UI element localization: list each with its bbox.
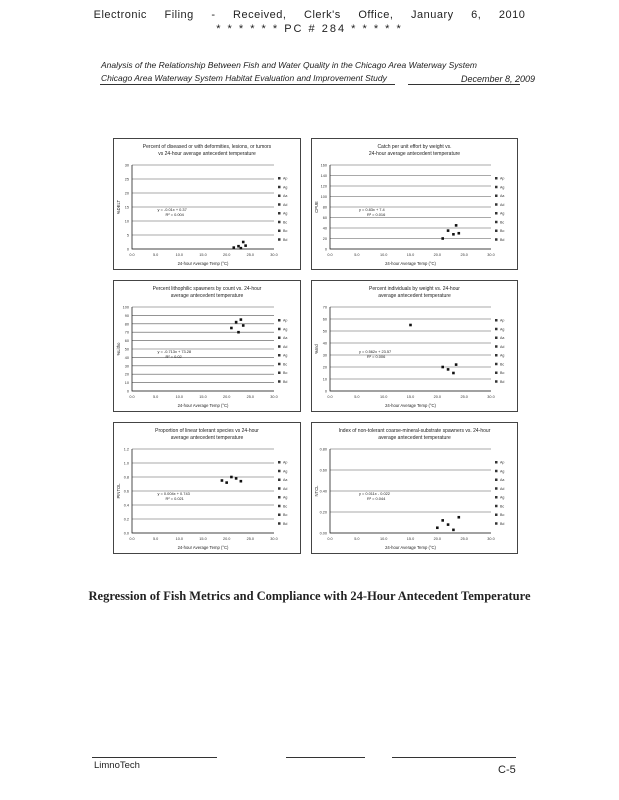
legend-marker xyxy=(495,479,498,482)
legend-label: Ad xyxy=(283,486,288,491)
chart-svg-2 xyxy=(312,139,517,269)
y-axis-label: PINTOL xyxy=(116,483,121,499)
data-point xyxy=(452,372,455,375)
y-tick-label: 0.8 xyxy=(123,475,129,480)
legend-marker xyxy=(278,479,281,482)
chart-panel-5 xyxy=(113,422,301,554)
data-point xyxy=(232,246,235,249)
legend-marker xyxy=(278,345,281,348)
data-point xyxy=(237,245,240,248)
y-tick-label: 30 xyxy=(124,163,129,168)
y-tick-label: 70 xyxy=(124,330,129,335)
regression-equation: y = 0.004x + 0.743 xyxy=(157,491,190,497)
data-point xyxy=(455,363,458,366)
x-tick-label: 0.0 xyxy=(327,253,333,257)
y-tick-label: 30 xyxy=(322,353,327,358)
legend-marker xyxy=(278,203,281,206)
x-axis-label: 24-hour Average Temp (°C) xyxy=(177,545,229,550)
data-point xyxy=(244,244,247,247)
y-axis-label: %DELT xyxy=(116,199,121,215)
legend-label: Bo xyxy=(283,513,288,517)
legend-marker xyxy=(278,505,281,508)
page-number: C-5 xyxy=(498,764,516,776)
x-tick-label: 10.0 xyxy=(175,253,184,257)
legend-label: Aa xyxy=(283,194,288,198)
legend-label: Ag xyxy=(500,327,505,332)
legend-label: Ag xyxy=(500,211,505,216)
x-tick-label: 25.0 xyxy=(246,395,255,399)
y-tick-label: 0 xyxy=(324,247,327,252)
chart-title-line: Proportion of linear tolerant species vs 24-hour xyxy=(155,428,259,434)
report-title: Analysis of the Relationship Between Fish and Water Quality in the Chicago Area Waterway System xyxy=(101,60,477,70)
data-point xyxy=(441,237,444,240)
data-point xyxy=(447,523,450,526)
legend-marker xyxy=(278,212,281,215)
data-point xyxy=(436,526,439,529)
legend-marker xyxy=(495,345,498,348)
legend-marker xyxy=(278,354,281,357)
y-axis-label: %Litho xyxy=(116,342,121,356)
legend-marker xyxy=(278,319,281,322)
legend-label: Bd xyxy=(500,521,505,526)
y-tick-label: 60 xyxy=(322,317,327,322)
legend-label: Bd xyxy=(283,237,288,242)
y-tick-label: 15 xyxy=(124,205,129,210)
x-tick-label: 20.0 xyxy=(222,395,231,399)
x-tick-label: 30.0 xyxy=(270,537,278,541)
y-tick-label: 1.0 xyxy=(123,461,129,466)
subheader-rule-right xyxy=(408,84,520,85)
y-tick-label: 60 xyxy=(322,216,327,220)
legend-marker xyxy=(278,514,281,517)
data-point xyxy=(225,481,228,484)
y-tick-label: 100 xyxy=(122,305,129,310)
legend-marker xyxy=(495,230,498,233)
chart-panel-3 xyxy=(113,280,301,412)
y-tick-label: 5 xyxy=(126,233,129,238)
legend-label: Bd xyxy=(500,237,505,242)
y-tick-label: 80 xyxy=(124,322,129,327)
regression-equation: y = 0.83x + 7.4 xyxy=(358,207,385,213)
y-tick-label: 30 xyxy=(124,364,129,369)
legend-marker xyxy=(495,177,498,180)
legend-marker xyxy=(495,522,498,525)
legend-label: Bo xyxy=(500,371,505,375)
y-tick-label: 25 xyxy=(124,177,129,182)
chart-axes xyxy=(330,307,491,391)
legend-marker xyxy=(495,328,498,331)
chart-title-line: Index of non-tolerant coarse-mineral-substrate spawners vs. 24-hour xyxy=(338,428,491,434)
x-tick-label: 25.0 xyxy=(246,253,255,257)
legend-marker xyxy=(278,363,281,366)
x-tick-label: 10.0 xyxy=(379,253,388,257)
figure-caption: Regression of Fish Metrics and Compliance with 24-Hour Antecedent Temperature xyxy=(88,589,531,603)
legend-label: Aa xyxy=(283,336,288,340)
y-tick-label: 80 xyxy=(322,205,327,210)
footer-rule-left xyxy=(92,757,217,758)
y-tick-label: 140 xyxy=(320,174,327,178)
legend-marker xyxy=(495,238,498,241)
y-tick-label: 0.80 xyxy=(319,447,327,452)
legend-marker xyxy=(495,461,498,464)
data-point xyxy=(237,331,240,334)
y-tick-label: 160 xyxy=(320,163,327,168)
legend-marker xyxy=(278,186,281,189)
y-tick-label: 0 xyxy=(126,389,129,394)
x-tick-label: 0.0 xyxy=(327,395,333,399)
data-point xyxy=(452,529,455,532)
y-tick-label: 90 xyxy=(124,313,129,318)
y-tick-label: 0.60 xyxy=(319,468,327,473)
x-axis-label: 24-hour Average Temp (°C) xyxy=(385,261,436,266)
x-tick-label: 5.0 xyxy=(354,395,360,399)
x-tick-label: 0.0 xyxy=(327,537,333,541)
legend-marker xyxy=(278,328,281,331)
y-tick-label: 60 xyxy=(124,339,129,344)
y-axis-label: CPUE xyxy=(314,201,319,213)
x-tick-label: 30.0 xyxy=(487,395,495,399)
regression-equation: y = 0.011x - 0.022 xyxy=(358,491,390,497)
x-tick-label: 15.0 xyxy=(406,395,415,399)
legend-marker xyxy=(278,496,281,499)
legend-label: Ag xyxy=(283,353,288,358)
x-tick-label: 15.0 xyxy=(199,395,207,399)
data-point xyxy=(242,241,245,244)
legend-label: Ap xyxy=(283,460,288,465)
y-tick-label: 10 xyxy=(124,381,129,386)
y-axis-label: %Ind xyxy=(314,344,319,354)
legend-marker xyxy=(495,186,498,189)
legend-label: Bo xyxy=(500,229,505,233)
x-axis-label: 24-hour Average Temp (°C) xyxy=(385,545,436,550)
y-tick-label: 20 xyxy=(322,237,327,241)
footer-rule-right xyxy=(392,757,516,758)
regression-r2: R² = 0.006 xyxy=(366,354,386,360)
legend-label: Bd xyxy=(283,379,288,384)
data-point xyxy=(409,324,412,327)
x-tick-label: 0.0 xyxy=(129,253,135,257)
data-point xyxy=(452,233,455,236)
x-tick-label: 20.0 xyxy=(222,253,231,257)
legend-marker xyxy=(278,461,281,464)
legend-label: Ap xyxy=(283,176,288,181)
x-tick-label: 20.0 xyxy=(433,253,442,257)
y-tick-label: 40 xyxy=(322,341,327,346)
data-point xyxy=(230,476,233,479)
legend-label: Bc xyxy=(283,504,288,509)
chart-title-line: average antecedent temperature xyxy=(378,293,451,299)
regression-equation: y = -0.713x + 73.28 xyxy=(157,349,192,355)
legend-label: Bo xyxy=(283,371,288,375)
chart-title-line: average antecedent temperature xyxy=(378,435,451,441)
x-tick-label: 10.0 xyxy=(379,395,388,399)
chart-panel-4 xyxy=(311,280,518,412)
data-point xyxy=(441,519,444,522)
data-point xyxy=(240,247,243,250)
data-point xyxy=(230,327,233,330)
chart-svg-6 xyxy=(312,423,517,553)
data-point xyxy=(458,516,461,519)
y-tick-label: 0.0 xyxy=(123,531,129,536)
x-tick-label: 10.0 xyxy=(175,395,184,399)
chart-svg-4 xyxy=(312,281,517,411)
x-tick-label: 30.0 xyxy=(270,253,278,257)
x-tick-label: 5.0 xyxy=(153,253,159,257)
x-tick-label: 30.0 xyxy=(487,537,495,541)
x-tick-label: 5.0 xyxy=(153,395,159,399)
legend-marker xyxy=(495,319,498,322)
y-tick-label: 0 xyxy=(324,389,327,394)
y-tick-label: 100 xyxy=(320,195,327,199)
x-tick-label: 25.0 xyxy=(460,253,468,257)
x-tick-label: 20.0 xyxy=(433,537,442,541)
legend-label: Ag xyxy=(500,469,505,474)
legend-marker xyxy=(278,230,281,233)
chart-svg-1 xyxy=(114,139,300,269)
legend-marker xyxy=(495,363,498,366)
y-tick-label: 1.2 xyxy=(123,447,129,452)
company-logo-text: LimnoTech xyxy=(94,760,140,771)
legend-label: Bd xyxy=(500,379,505,384)
legend-marker xyxy=(278,238,281,241)
x-tick-label: 20.0 xyxy=(222,537,231,541)
pc-number: * * * * * * PC # 284 * * * * * xyxy=(216,23,403,35)
data-point xyxy=(235,477,238,480)
data-point xyxy=(447,368,450,371)
regression-r2: R² = 0.044 xyxy=(366,496,386,502)
y-tick-label: 0 xyxy=(126,247,129,252)
chart-panel-2 xyxy=(311,138,518,270)
legend-label: Bc xyxy=(283,362,288,367)
legend-label: Aa xyxy=(283,478,288,482)
y-axis-label: NTCL xyxy=(314,485,319,497)
x-tick-label: 0.0 xyxy=(129,537,135,541)
legend-label: Ap xyxy=(500,318,505,323)
subheader-rule xyxy=(100,84,395,85)
legend-marker xyxy=(495,221,498,224)
legend-marker xyxy=(495,212,498,215)
legend-label: Ag xyxy=(283,495,288,500)
legend-label: Ad xyxy=(283,344,288,349)
y-tick-label: 50 xyxy=(322,329,327,334)
x-tick-label: 5.0 xyxy=(354,253,360,257)
legend-marker xyxy=(495,203,498,206)
y-tick-label: 40 xyxy=(124,355,129,360)
legend-marker xyxy=(278,221,281,224)
legend-label: Bo xyxy=(283,229,288,233)
legend-label: Aa xyxy=(500,336,505,340)
chart-title-line: Percent lithophilic spawners by count vs. 24-hour xyxy=(152,286,262,292)
y-tick-label: 20 xyxy=(124,372,129,377)
legend-marker xyxy=(495,514,498,517)
y-tick-label: 70 xyxy=(322,305,327,310)
legend-label: Ag xyxy=(500,353,505,358)
legend-marker xyxy=(278,380,281,383)
x-tick-label: 25.0 xyxy=(460,537,468,541)
legend-marker xyxy=(278,487,281,490)
chart-title-line: 24-hour average antecedent temperature xyxy=(368,151,461,157)
legend-label: Ag xyxy=(283,185,288,190)
legend-marker xyxy=(278,195,281,198)
regression-r2: R² = 0.02 xyxy=(165,354,182,360)
chart-title-line: Catch per unit effort by weight vs. xyxy=(377,144,452,150)
legend-marker xyxy=(495,337,498,340)
data-point xyxy=(242,324,245,327)
legend-label: Ad xyxy=(500,202,505,207)
legend-label: Ag xyxy=(283,469,288,474)
legend-label: Bo xyxy=(500,513,505,517)
x-tick-label: 5.0 xyxy=(354,537,360,541)
x-tick-label: 5.0 xyxy=(153,537,159,541)
legend-marker xyxy=(278,470,281,473)
x-axis-label: 24-hour Average Temp (°C) xyxy=(385,403,436,408)
legend-marker xyxy=(495,496,498,499)
legend-label: Bd xyxy=(283,521,288,526)
y-tick-label: 0.4 xyxy=(123,503,129,508)
x-tick-label: 25.0 xyxy=(246,537,255,541)
x-tick-label: 10.0 xyxy=(175,537,184,541)
x-tick-label: 15.0 xyxy=(199,537,207,541)
chart-svg-5 xyxy=(114,423,300,553)
data-point xyxy=(447,229,450,232)
legend-marker xyxy=(495,354,498,357)
legend-marker xyxy=(495,380,498,383)
y-tick-label: 120 xyxy=(320,184,327,189)
legend-marker xyxy=(278,522,281,525)
x-tick-label: 15.0 xyxy=(406,537,415,541)
x-tick-label: 0.0 xyxy=(129,395,135,399)
chart-title-line: vs 24-hour average antecedent temperature xyxy=(158,151,256,157)
legend-label: Ap xyxy=(500,460,505,465)
y-tick-label: 20 xyxy=(322,365,327,370)
y-tick-label: 0.2 xyxy=(123,517,129,522)
x-tick-label: 10.0 xyxy=(379,537,388,541)
y-tick-label: 20 xyxy=(124,191,129,196)
y-tick-label: 0.00 xyxy=(319,531,327,536)
chart-panel-6 xyxy=(311,422,518,554)
x-axis-label: 24-hour Average Temp (°C) xyxy=(177,261,229,266)
legend-label: Ag xyxy=(283,327,288,332)
legend-marker xyxy=(495,372,498,375)
x-tick-label: 30.0 xyxy=(270,395,278,399)
chart-title-line: average antecedent temperature xyxy=(170,293,244,299)
data-point xyxy=(221,479,224,482)
x-axis-label: 24-hour Average Temp (°C) xyxy=(177,403,229,408)
legend-label: Ag xyxy=(500,185,505,190)
y-tick-label: 0.20 xyxy=(319,510,327,515)
y-tick-label: 10 xyxy=(124,219,129,224)
chart-title-line: Percent of diseased or with deformities, lesions, or tumors xyxy=(142,144,272,150)
legend-label: Ag xyxy=(283,211,288,216)
legend-label: Ap xyxy=(283,318,288,323)
legend-marker xyxy=(278,337,281,340)
legend-marker xyxy=(278,372,281,375)
regression-r2: R² = 0.021 xyxy=(165,496,184,502)
x-tick-label: 15.0 xyxy=(406,253,415,257)
regression-equation: y = -0.01x + 0.37 xyxy=(157,207,187,213)
study-title: Chicago Area Waterway System Habitat Evaluation and Improvement Study xyxy=(101,73,387,83)
data-point xyxy=(240,480,243,483)
legend-label: Ap xyxy=(500,176,505,181)
legend-label: Ag xyxy=(500,495,505,500)
legend-label: Ad xyxy=(283,202,288,207)
x-tick-label: 25.0 xyxy=(460,395,468,399)
y-tick-label: 10 xyxy=(322,377,327,382)
legend-marker xyxy=(495,470,498,473)
y-tick-label: 0.40 xyxy=(319,489,327,494)
legend-marker xyxy=(495,195,498,198)
report-date: December 8, 2009 xyxy=(460,74,535,84)
x-tick-label: 20.0 xyxy=(433,395,442,399)
legend-label: Ad xyxy=(500,486,505,491)
chart-title-line: Percent individuals by weight vs. 24-hour xyxy=(369,286,460,292)
legend-label: Aa xyxy=(500,194,505,198)
data-point xyxy=(240,318,243,321)
chart-panel-1 xyxy=(113,138,301,270)
legend-label: Ad xyxy=(500,344,505,349)
legend-label: Bc xyxy=(500,362,505,367)
regression-r2: R² = 0.004 xyxy=(165,212,184,218)
legend-label: Bc xyxy=(500,504,505,509)
x-tick-label: 30.0 xyxy=(487,253,495,257)
legend-marker xyxy=(495,505,498,508)
data-point xyxy=(455,224,458,227)
chart-svg-3 xyxy=(114,281,300,411)
regression-r2: R² = 0.016 xyxy=(366,212,386,218)
data-point xyxy=(441,366,444,369)
data-point xyxy=(458,232,461,235)
x-tick-label: 15.0 xyxy=(199,253,207,257)
legend-marker xyxy=(278,177,281,180)
filing-header: Electronic Filing - Received, Clerk's Office, January 6, 2010 xyxy=(93,9,526,21)
legend-label: Bc xyxy=(283,220,288,225)
legend-marker xyxy=(495,487,498,490)
data-point xyxy=(235,321,238,324)
y-tick-label: 0.6 xyxy=(123,489,129,494)
y-tick-label: 50 xyxy=(124,347,129,352)
footer-rule-mid xyxy=(286,757,365,758)
chart-title-line: average antecedent temperature xyxy=(170,435,244,441)
y-tick-label: 40 xyxy=(322,226,327,231)
regression-equation: y = 0.562x + 23.57 xyxy=(358,349,392,355)
legend-label: Bc xyxy=(500,220,505,225)
legend-label: Aa xyxy=(500,478,505,482)
